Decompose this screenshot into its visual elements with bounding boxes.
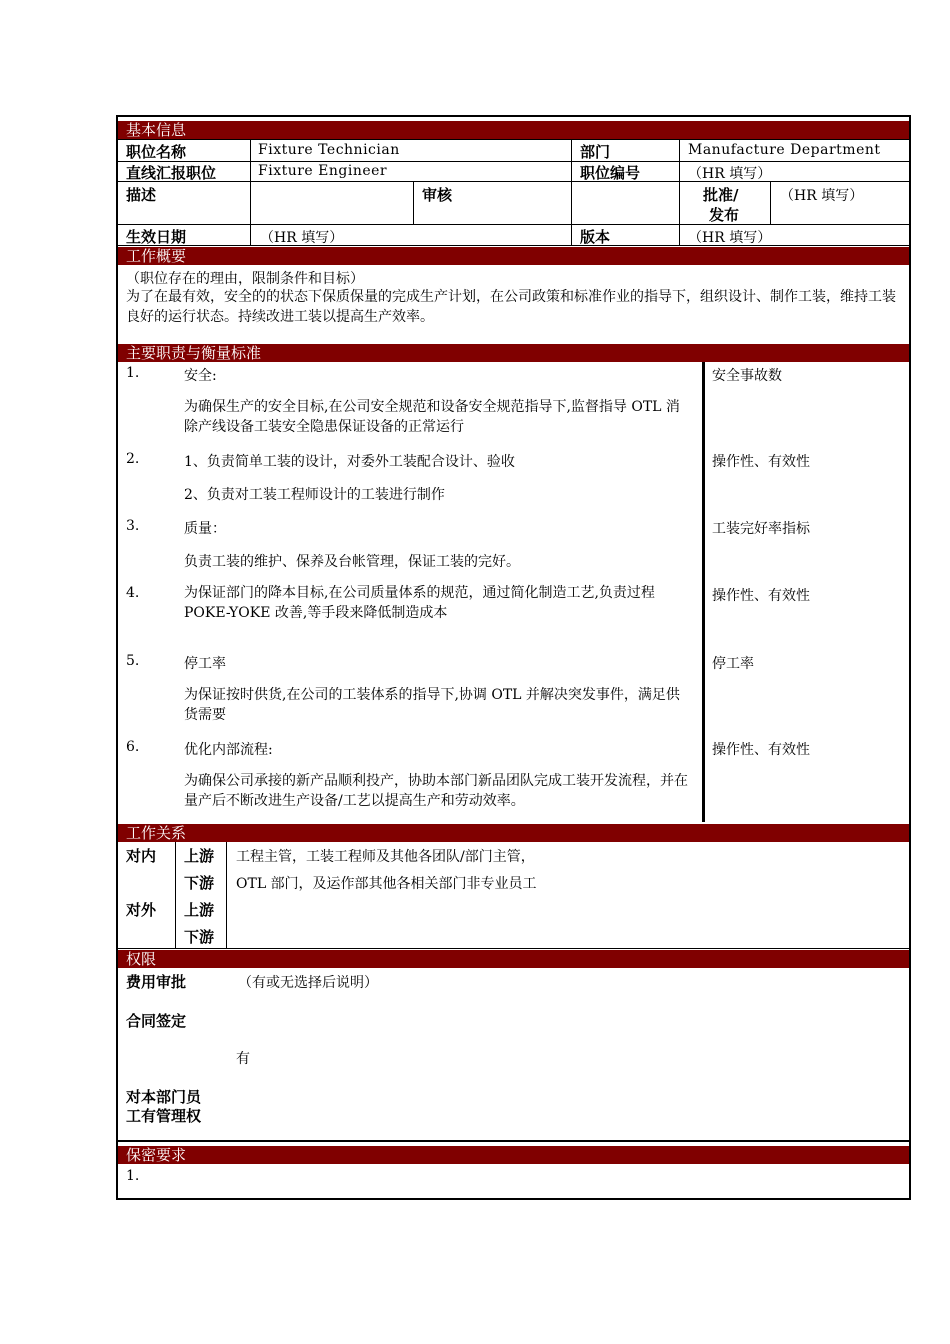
confidentiality-item: 1. (126, 1168, 140, 1184)
duty-measure: 停工率 (712, 656, 754, 672)
review-label: 审核 (422, 186, 453, 204)
divider (226, 842, 227, 948)
duty-title: 质量： (184, 521, 226, 537)
external-label: 对外 (126, 901, 157, 919)
approval-label-line1: 批准/ (703, 186, 739, 204)
expense-approval-note: （有或无选择后说明） (238, 975, 378, 991)
job-title-value: Fixture Technician (258, 142, 400, 158)
section-header-job-summary: 工作概要 (118, 247, 909, 265)
upstream-label: 上游 (184, 901, 215, 919)
version-value: （HR 填写） (688, 230, 772, 246)
reports-to-label: 直线汇报职位 (126, 164, 217, 182)
duty-measure: 操作性、有效性 (712, 742, 810, 758)
duty-title: 安全: (184, 368, 217, 384)
divider (118, 245, 909, 246)
approval-value: （HR 填写） (780, 188, 864, 204)
divider (118, 948, 909, 949)
divider (770, 181, 771, 224)
duty-text: 为保证按时供货,在公司的工装体系的指导下,协调 OTL 并解决突发事件，满足供货需要 (184, 687, 680, 723)
duties-column-divider (702, 362, 705, 822)
duty-text: 为确保公司承接的新产品顺利投产，协助本部门新品团队完成工装开发流程，并在量产后不断改进生产设备/工艺以提高生产和劳动效率。 (184, 773, 688, 809)
divider (175, 842, 176, 948)
duty-measure: 安全事故数 (712, 368, 782, 384)
divider (118, 1140, 909, 1142)
section-header-duties: 主要职责与衡量标准 (118, 344, 909, 362)
effective-date-value: （HR 填写） (260, 230, 344, 246)
duty-number: 4. (126, 585, 140, 601)
expense-approval-label: 费用审批 (126, 973, 187, 991)
position-code-label: 职位编号 (580, 164, 641, 182)
section-header-relations: 工作关系 (118, 824, 909, 842)
staff-management-label-line2: 工有管理权 (126, 1107, 202, 1125)
summary-note: （职位存在的理由，限制条件和目标） (126, 271, 364, 287)
version-label: 版本 (580, 228, 611, 246)
job-description-form (116, 115, 911, 1200)
duty-number: 2. (126, 451, 140, 467)
department-label: 部门 (580, 143, 611, 161)
downstream-label: 下游 (184, 874, 215, 892)
section-header-confidentiality: 保密要求 (118, 1146, 909, 1164)
upstream-label: 上游 (184, 847, 215, 865)
duty-text: 2、负责对工装工程师设计的工装进行制作 (184, 487, 445, 503)
divider (250, 139, 251, 245)
duty-number: 5. (126, 653, 140, 669)
duty-text: 为确保生产的安全目标,在公司安全规范和设备安全规范指导下,监督指导 OTL 消除产线设备工装安全隐患保证设备的正常运行 (184, 399, 680, 435)
staff-management-label-line1: 对本部门员 (126, 1088, 202, 1106)
contract-signing-label: 合同签定 (126, 1012, 187, 1030)
divider (118, 161, 909, 162)
position-code-value: （HR 填写） (688, 166, 772, 182)
duty-measure: 操作性、有效性 (712, 454, 810, 470)
duty-measure: 操作性、有效性 (712, 588, 810, 604)
approval-label-line2: 发布 (709, 206, 740, 224)
section-header-basic-info: 基本信息 (118, 121, 909, 139)
duty-title: 停工率 (184, 656, 226, 672)
internal-label: 对内 (126, 847, 157, 865)
duty-title: 优化内部流程: (184, 742, 273, 758)
internal-upstream-text: 工程主管，工装工程师及其他各团队/部门主管， (236, 849, 535, 865)
summary-text: 为了在最有效，安全的的状态下保质保量的完成生产计划，在公司政策和标准作业的指导下，组织设计、制作工装，维持工装良好的运行状态。持续改进工装以提高生产效率。 (126, 289, 896, 325)
duty-text: 负责工装的维护、保养及台帐管理，保证工装的完好。 (184, 554, 520, 570)
downstream-label: 下游 (184, 928, 215, 946)
effective-date-label: 生效日期 (126, 228, 187, 246)
description-label: 描述 (126, 186, 157, 204)
divider (571, 139, 572, 245)
job-title-label: 职位名称 (126, 143, 187, 161)
divider (118, 181, 909, 182)
duty-title: 为保证部门的降本目标,在公司质量体系的规范，通过简化制造工艺,负责过程 POKE-YOKE 改善,等手段来降低制造成本 (184, 585, 655, 621)
divider (679, 139, 680, 245)
duty-measure: 工装完好率指标 (712, 521, 810, 537)
divider (118, 224, 909, 225)
duty-number: 1. (126, 365, 140, 381)
internal-downstream-text: OTL 部门，及运作部其他各相关部门非专业员工 (236, 876, 537, 892)
section-header-authority: 权限 (118, 950, 909, 968)
divider (413, 181, 414, 224)
reports-to-value: Fixture Engineer (258, 163, 388, 179)
department-value: Manufacture Department (688, 142, 881, 158)
authority-has: 有 (236, 1051, 250, 1067)
duty-number: 6. (126, 739, 140, 755)
divider (118, 139, 909, 140)
duty-number: 3. (126, 518, 140, 534)
duty-title: 1、负责简单工装的设计，对委外工装配合设计、验收 (184, 454, 515, 470)
